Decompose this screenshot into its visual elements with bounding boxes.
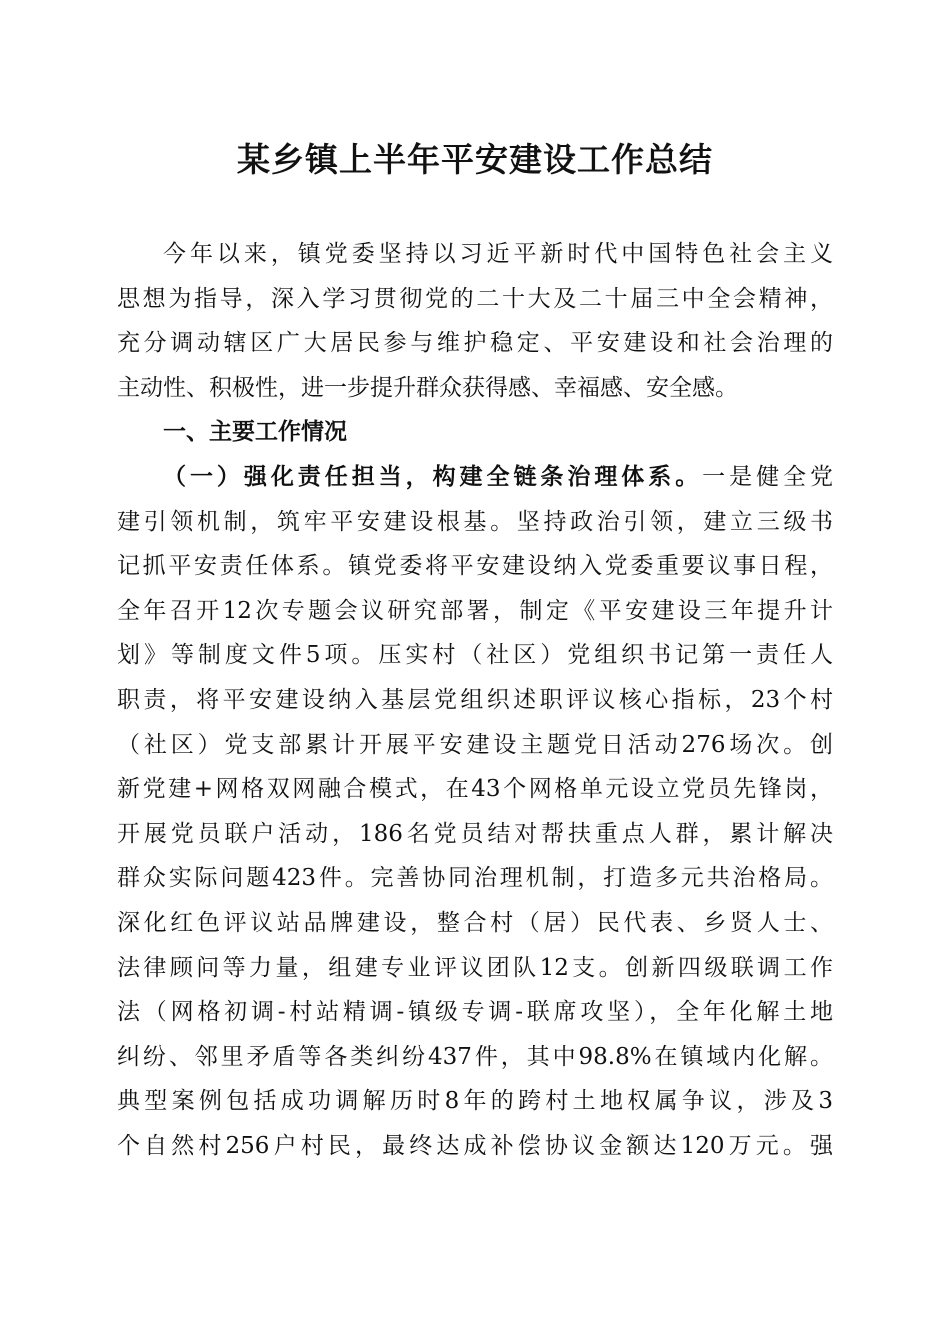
body-line: 法（网格初调-村站精调-镇级专调-联席攻坚），全年化解土地 xyxy=(117,999,833,1026)
body-line: 法律顾问等力量，组建专业评议团队12支。创新四级联调工作 xyxy=(117,954,833,981)
body-line: 新党建+网格双网融合模式，在43个网格单元设立党员先锋岗， xyxy=(117,776,833,803)
subsection-first-line xyxy=(117,455,833,500)
document-body xyxy=(117,232,833,1168)
body-line: 全年召开12次专题会议研究部署，制定《平安建设三年提升计 xyxy=(117,597,833,624)
body-line: （社区）党支部累计开展平安建设主题党日活动276场次。创 xyxy=(117,731,833,758)
subsection-first-line-text: 一是健全党 xyxy=(702,463,834,490)
body-line: 典型案例包括成功调解历时8年的跨村土地权属争议，涉及3 xyxy=(117,1088,833,1115)
body-line: 划》等制度文件5项。压实村（社区）党组织书记第一责任人 xyxy=(117,642,833,669)
section-heading: 一、主要工作情况 xyxy=(163,419,347,446)
body-line: 纠纷、邻里矛盾等各类纠纷437件，其中98.8%在镇域内化解。 xyxy=(117,1043,833,1070)
intro-line: 今年以来，镇党委坚持以习近平新时代中国特色社会主义 xyxy=(163,241,833,267)
document-title: 某乡镇上半年平安建设工作总结 xyxy=(237,140,713,179)
body-line: 建引领机制，筑牢平安建设根基。坚持政治引领，建立三级书 xyxy=(117,508,833,535)
body-line: 深化红色评议站品牌建设，整合村（居）民代表、乡贤人士、 xyxy=(117,909,833,936)
subsection-heading: （一）强化责任担当，构建全链条治理体系。 xyxy=(163,462,703,490)
intro-line: 思想为指导，深入学习贯彻党的二十大及二十届三中全会精神， xyxy=(117,285,833,312)
body-line: 群众实际问题423件。完善协同治理机制，打造多元共治格局。 xyxy=(117,865,833,892)
intro-line: 主动性、积极性，进一步提升群众获得感、幸福感、安全感。 xyxy=(117,374,738,401)
body-line: 记抓平安责任体系。镇党委将平安建设纳入党委重要议事日程， xyxy=(117,553,833,580)
body-line: 开展党员联户活动，186名党员结对帮扶重点人群，累计解决 xyxy=(117,820,833,847)
intro-line: 充分调动辖区广大居民参与维护稳定、平安建设和社会治理的 xyxy=(117,330,833,357)
body-line: 职责，将平安建设纳入基层党组织述职评议核心指标，23个村 xyxy=(117,686,833,713)
body-line: 个自然村256户村民，最终达成补偿协议金额达120万元。强 xyxy=(117,1132,833,1159)
